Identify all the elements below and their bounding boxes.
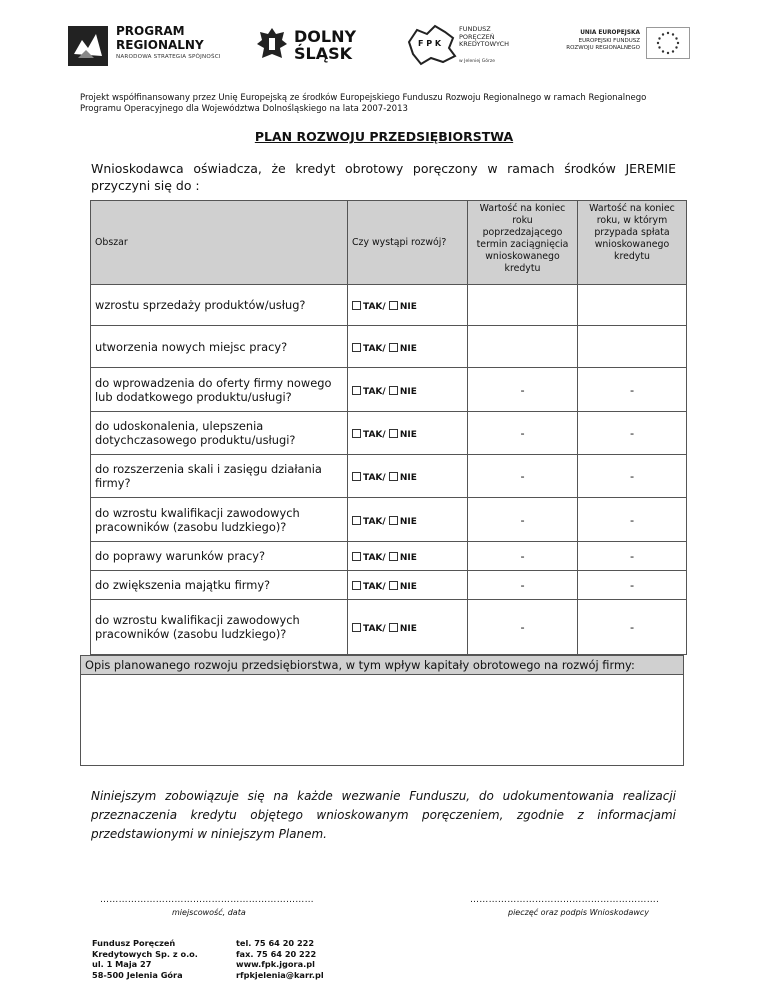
- place-date-line[interactable]: ……………………………………………………………: [100, 895, 314, 905]
- tak-checkbox[interactable]: [352, 301, 361, 310]
- dolny-slask-title: DOLNY ŚLĄSK: [294, 27, 357, 63]
- row-value-prev[interactable]: -: [468, 368, 578, 412]
- row-value-prev[interactable]: -: [468, 542, 578, 571]
- row-value-repay[interactable]: [578, 326, 687, 368]
- table-row: [91, 326, 687, 368]
- row-value-repay[interactable]: -: [578, 368, 687, 412]
- table-row: [91, 571, 687, 600]
- tak-checkbox[interactable]: [352, 472, 361, 481]
- header-development: Czy wystąpi rozwój?: [348, 201, 468, 285]
- row-value-prev[interactable]: -: [468, 455, 578, 498]
- row-area: do zwiększenia majątku firmy?: [91, 571, 348, 600]
- program-regionalny-subtitle: NARODOWA STRATEGIA SPÓJNOŚCI: [116, 54, 221, 60]
- fpk-abbr: F P K: [418, 39, 442, 48]
- nie-checkbox[interactable]: [389, 623, 398, 632]
- description-textarea[interactable]: [80, 674, 684, 766]
- row-options: TAK/ NIE: [348, 498, 468, 542]
- dolny-slask-logo: [256, 26, 366, 66]
- row-value-prev[interactable]: -: [468, 412, 578, 455]
- row-value-repay[interactable]: -: [578, 571, 687, 600]
- row-value-repay[interactable]: -: [578, 498, 687, 542]
- row-options: TAK/ NIE: [348, 571, 468, 600]
- description-label: Opis planowanego rozwoju przedsiębiorstwa, w tym wpływ kapitały obrotowego na rozwój firmy:: [80, 655, 684, 675]
- table-row: [91, 498, 687, 542]
- program-regionalny-title: PROGRAM REGIONALNY: [116, 24, 204, 52]
- footer-contact: tel. 75 64 20 222 fax. 75 64 20 222 www.fpk.jgora.pl rfpkjelenia@karr.pl: [236, 938, 324, 980]
- nie-checkbox[interactable]: [389, 581, 398, 590]
- row-area: do poprawy warunków pracy?: [91, 542, 348, 571]
- row-options: TAK/ NIE: [348, 326, 468, 368]
- nie-checkbox[interactable]: [389, 552, 398, 561]
- row-area: do wzrostu kwalifikacji zawodowych pracowników (zasobu ludzkiego)?: [91, 600, 348, 655]
- tak-checkbox[interactable]: [352, 516, 361, 525]
- ue-logo: [540, 27, 690, 61]
- tak-checkbox[interactable]: [352, 429, 361, 438]
- table-row: [91, 368, 687, 412]
- fpk-logo: [405, 22, 513, 70]
- ue-text: UNIA EUROPEJSKA EUROPEJSKI FUNDUSZ ROZWOJU REGIONALNEGO: [566, 30, 640, 51]
- nie-checkbox[interactable]: [389, 301, 398, 310]
- row-area: utworzenia nowych miejsc pracy?: [91, 326, 348, 368]
- table-row: [91, 600, 687, 655]
- row-options: TAK/ NIE: [348, 368, 468, 412]
- row-value-prev[interactable]: [468, 326, 578, 368]
- fpk-name: FUNDUSZ PORĘCZEŃ KREDYTOWYCH: [459, 25, 510, 48]
- tak-checkbox[interactable]: [352, 581, 361, 590]
- table-header-row: [91, 201, 687, 285]
- footer-address: Fundusz Poręczeń Kredytowych Sp. z o.o. ul. 1 Maja 27 58-500 Jelenia Góra: [92, 938, 198, 980]
- table-row: [91, 285, 687, 326]
- place-date-label: miejscowość, data: [172, 908, 246, 917]
- eu-flag-icon: [646, 27, 690, 59]
- nie-checkbox[interactable]: [389, 472, 398, 481]
- tak-checkbox[interactable]: [352, 552, 361, 561]
- dolny-slask-eagle-icon: [256, 26, 288, 68]
- row-value-prev[interactable]: [468, 285, 578, 326]
- row-options: TAK/ NIE: [348, 285, 468, 326]
- row-value-prev[interactable]: -: [468, 600, 578, 655]
- cofinancing-note: Projekt współfinansowany przez Unię Europejską ze środków Europejskiego Funduszu Rozwoju Regionalnego w ramach Regionalnego Programu Operacyjnego dla Województwa Dolnośląskiego na lata 2007-2013: [80, 93, 647, 114]
- row-value-prev[interactable]: -: [468, 571, 578, 600]
- row-area: do udoskonalenia, ulepszenia dotychczasowego produktu/usługi?: [91, 412, 348, 455]
- row-options: TAK/ NIE: [348, 600, 468, 655]
- nie-checkbox[interactable]: [389, 343, 398, 352]
- row-value-repay[interactable]: -: [578, 542, 687, 571]
- row-options: TAK/ NIE: [348, 542, 468, 571]
- table-row: [91, 412, 687, 455]
- row-value-repay[interactable]: -: [578, 600, 687, 655]
- row-value-repay[interactable]: -: [578, 455, 687, 498]
- table-row: [91, 455, 687, 498]
- table-row: [91, 542, 687, 571]
- nie-checkbox[interactable]: [389, 516, 398, 525]
- tak-checkbox[interactable]: [352, 386, 361, 395]
- row-options: TAK/ NIE: [348, 412, 468, 455]
- declaration-text: Niniejszym zobowiązuje się na każde wezwanie Funduszu, do udokumentowania realizacji przeznaczenia kredytu objętego wnioskowanym poręczeniem, zgodnie z informacjami przedstawionymi w niniejszym Planem.: [91, 789, 676, 841]
- signature-line[interactable]: …………………………………………………….: [470, 895, 660, 905]
- row-area: do wprowadzenia do oferty firmy nowego lub dodatkowego produktu/usługi?: [91, 368, 348, 412]
- header-value-prev: Wartość na koniec roku poprzedzającego termin zaciągnięcia wnioskowanego kredytu: [468, 201, 578, 285]
- row-area: do rozszerzenia skali i zasięgu działania firmy?: [91, 455, 348, 498]
- tak-checkbox[interactable]: [352, 623, 361, 632]
- program-regionalny-flag-icon: [68, 26, 108, 66]
- row-options: TAK/ NIE: [348, 455, 468, 498]
- fpk-location: w Jeleniej Górze: [459, 59, 495, 64]
- signature-label: pieczęć oraz podpis Wnioskodawcy: [508, 908, 650, 917]
- row-value-repay[interactable]: -: [578, 412, 687, 455]
- page-title: PLAN ROZWOJU PRZEDSIĘBIORSTWA: [254, 129, 514, 144]
- row-area: do wzrostu kwalifikacji zawodowych pracowników (zasobu ludzkiego)?: [91, 498, 348, 542]
- nie-checkbox[interactable]: [389, 386, 398, 395]
- row-value-repay[interactable]: [578, 285, 687, 326]
- header-value-repay: Wartość na koniec roku, w którym przypada spłata wnioskowanego kredytu: [578, 201, 687, 285]
- program-regionalny-logo: [68, 22, 238, 68]
- nie-checkbox[interactable]: [389, 429, 398, 438]
- header-area: Obszar: [91, 201, 348, 285]
- tak-checkbox[interactable]: [352, 343, 361, 352]
- intro-text: Wnioskodawca oświadcza, że kredyt obrotowy poręczony w ramach środków JEREMIE przyczyni się do :: [91, 161, 676, 193]
- development-table: [90, 200, 687, 655]
- row-area: wzrostu sprzedaży produktów/usług?: [91, 285, 348, 326]
- row-value-prev[interactable]: -: [468, 498, 578, 542]
